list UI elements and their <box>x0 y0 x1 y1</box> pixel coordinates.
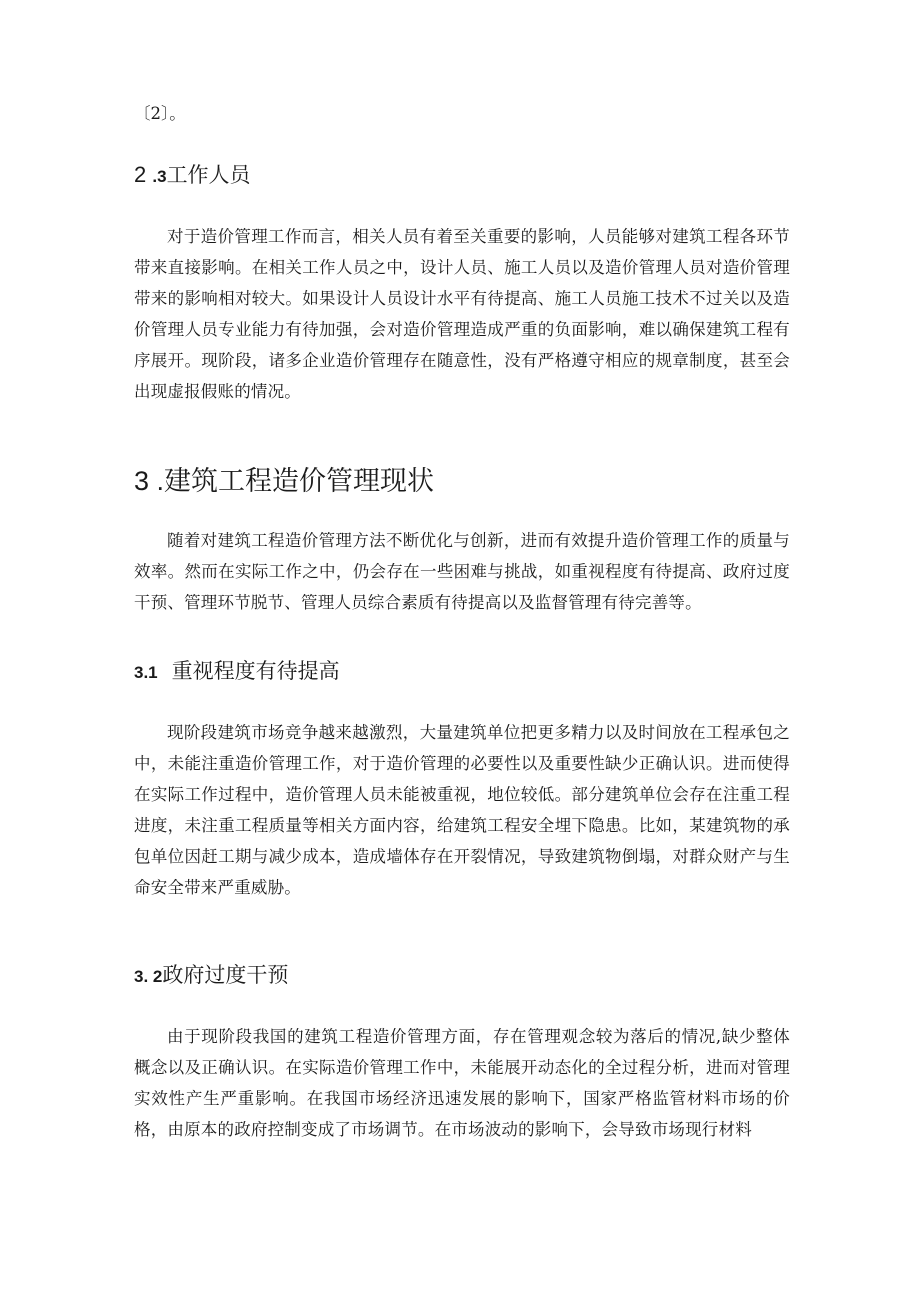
heading-2-3-title: 工作人员 <box>166 163 251 187</box>
heading-3-2 <box>134 960 790 992</box>
continuation-text: 〔2〕。 <box>134 104 186 123</box>
heading-3-2-number: 3. 2 <box>134 967 163 986</box>
heading-3-1-title: 重视程度有待提高 <box>171 659 340 683</box>
heading-3 <box>134 461 790 502</box>
paragraph-3-2: 由于现阶段我国的建筑工程造价管理方面，存在管理观念较为落后的情况,缺少整体概念以及正确认识。在实际造价管理工作中，未能展开动态化的全过程分析，进而对管理实效性产生严重影响。在我国市场经济迅速发展的影响下，国家严格监管材料市场的价格，由原本的政府控制变成了市场调节。在市场波动的影响下，会导致市场现行材料 <box>134 1027 790 1139</box>
paragraph-3: 随着对建筑工程造价管理方法不断优化与创新，进而有效提升造价管理工作的质量与效率。然而在实际工作之中，仍会存在一些困难与挑战，如重视程度有待提高、政府过度干预、管理环节脱节、管理人员综合素质有待提高以及监督管理有待完善等。 <box>134 531 790 612</box>
heading-2-3 <box>134 160 790 192</box>
paragraph-3-1: 现阶段建筑市场竞争越来越激烈，大量建筑单位把更多精力以及时间放在工程承包之中，未能注重造价管理工作，对于造价管理的必要性以及重要性缺少正确认识。进而使得在实际工作过程中，造价管理人员未能被重视，地位较低。部分建筑单位会存在注重工程进度，未注重工程质量等相关方面内容，给建筑工程安全埋下隐患。比如，某建筑物的承包单位因赶工期与减少成本，造成墙体存在开裂情况，导致建筑物倒塌，对群众财产与生命安全带来严重威胁。 <box>134 723 790 897</box>
heading-2-3-number: 2 .3 <box>134 162 167 187</box>
heading-3-number: 3 . <box>134 466 165 496</box>
heading-3-1-number: 3.1 <box>134 663 158 682</box>
heading-3-2-title: 政府过度干预 <box>162 963 289 987</box>
paragraph-2-3: 对于造价管理工作而言，相关人员有着至关重要的影响，人员能够对建筑工程各环节带来直接影响。在相关工作人员之中，设计人员、施工人员以及造价管理人员对造价管理带来的影响相对较大。如果设计人员设计水平有待提高、施工人员施工技术不过关以及造价管理人员专业能力有待加强，会对造价管理造成严重的负面影响，难以确保建筑工程有序展开。现阶段，诸多企业造价管理存在随意性，没有严格遵守相应的规章制度，甚至会出现虚报假账的情况。 <box>134 227 790 401</box>
heading-3-title: 建筑工程造价管理现状 <box>164 466 435 497</box>
heading-3-1 <box>134 656 790 688</box>
